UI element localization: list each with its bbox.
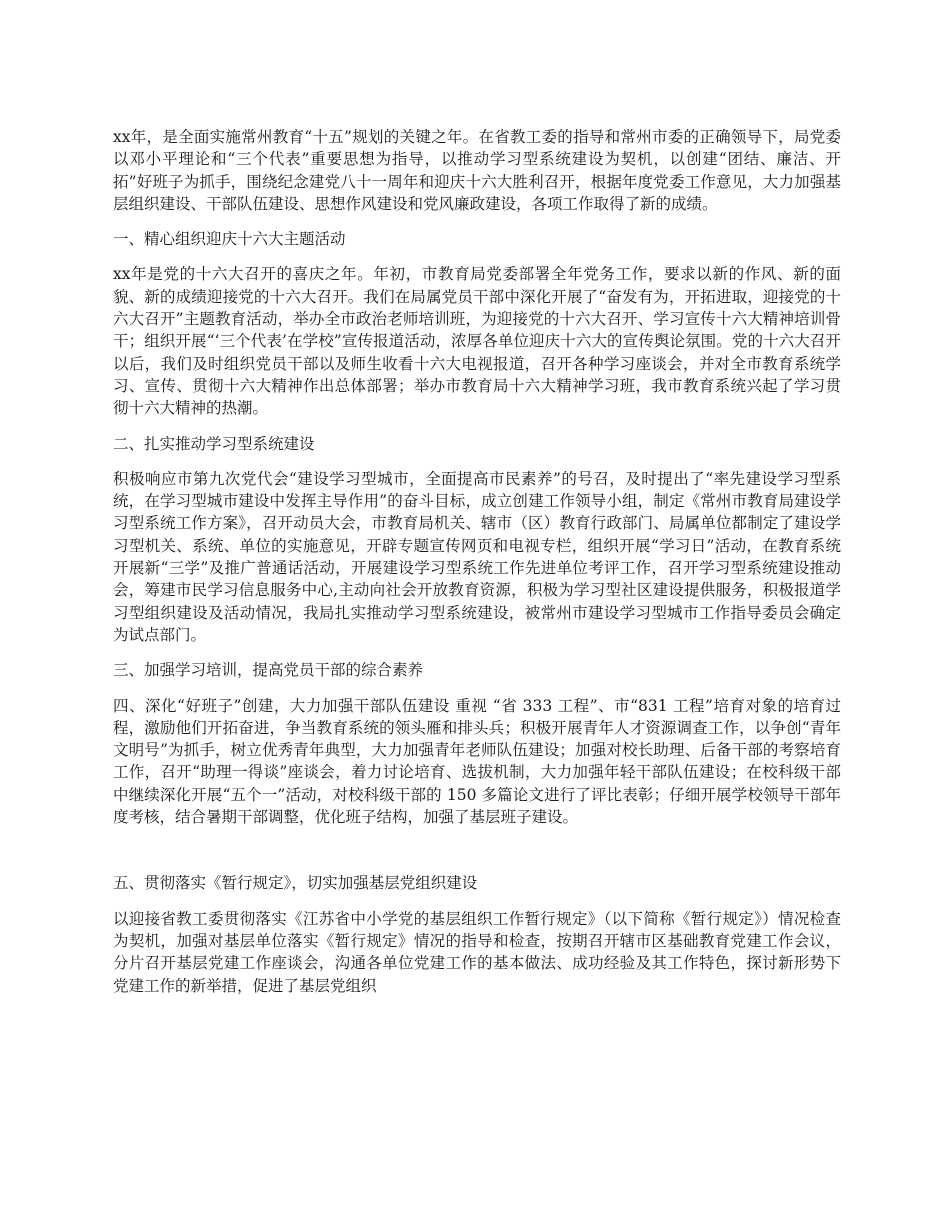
section-4-paragraph: 四、深化“好班子”创建，大力加强干部队伍建设 重视 “省 333 工程”、市“831 工程”培育对象的培育过程，激励他们开拓奋进，争当教育系统的领头雁和排头兵；积极开展青年人才资源调查工作，以争创“青年文明号”为抓手，树立优秀青年典型，大力加强青年老师队伍建设；加强对校长助理、后备干部的考察培育工作，召开“助理一得谈”座谈会，着力讨论培育、选拔机制，大力加强年轻干部队伍建设；在校科级干部中继续深化开展“五个一”活动，对校科级干部的 150 多篇论文进行了评比表彰；仔细开展学校领导干部年度考核，结合暑期干部调整，优化班子结构，加强了基层班子建设。 [113,696,841,827]
section-5-heading: 五、贯彻落实《暂行规定》，切实加强基层党组织建设 [113,874,478,893]
section-1-paragraph: xx年是党的十六大召开的喜庆之年。年初，市教育局党委部署全年党务工作，要求以新的作风、新的面貌、新的成绩迎接党的十六大召开。我们在局属党员干部中深化开展了“奋发有为，开拓进取，迎接党的十六大召开”主题教育活动，举办全市政治老师培训班，为迎接党的十六大召开、学习宣传十六大精神培训骨干；组织开展“‘三个代表’在学校”宣传报道活动，浓厚各单位迎庆十六大的宣传舆论氛围。党的十六大召开以后，我们及时组织党员干部以及师生收看十六大电视报道，召开各种学习座谈会，并对全市教育系统学习、宣传、贯彻十六大精神作出总体部署；举办市教育局十六大精神学习班，我市教育系统兴起了学习贯彻十六大精神的热潮。 [113,265,841,418]
blank-spacer [113,841,841,872]
section-1-heading: 一、精心组织迎庆十六大主题活动 [113,230,346,249]
section-5-paragraph: 以迎接省教工委贯彻落实《江苏省中小学党的基层组织工作暂行规定》（以下简称《暂行规定》）情况检查为契机，加强对基层单位落实《暂行规定》情况的指导和检查，按期召开辖市区基础教育党建工作会议，分片召开基层党建工作座谈会，沟通各单位党建工作的基本做法、成功经验及其工作特色，探讨新形势下党建工作的新举措，促进了基层党组织 [113,909,841,995]
section-3-heading: 三、加强学习培训，提高党员干部的综合素养 [113,661,424,680]
document-body [113,126,841,1010]
section-2-paragraph: 积极响应市第九次党代会“建设学习型城市，全面提高市民素养”的号召，及时提出了“率先建设学习型系统，在学习型城市建设中发挥主导作用”的奋斗目标，成立创建工作领导小组，制定《常州市教育局建设学习型系统工作方案》，召开动员大会，市教育局机关、辖市（区）教育行政部门、局属单位都制定了建设学习型机关、系统、单位的实施意见，开辟专题宣传网页和电视专栏，组织开展“学习日”活动，在教育系统开展新“三学”及推广普通话活动，开展建设学习型系统工作先进单位考评工作，召开学习型系统建设推动会，筹建市民学习信息服务中心,主动向社会开放教育资源，积极为学习型社区建设提供服务，积极报道学习型组织建设及活动情况，我局扎实推动学习型系统建设，被常州市建设学习型城市工作指导委员会确定为试点部门。 [113,469,841,644]
section-2-heading: 二、扎实推动学习型系统建设 [113,434,315,453]
intro-paragraph: xx年，是全面实施常州教育“十五”规划的关键之年。在省教工委的指导和常州市委的正确领导下，局党委以邓小平理论和“三个代表”重要思想为指导，以推动学习型系统建设为契机，以创建“团结、廉洁、开拓”好班子为抓手，围绕纪念建党八十一周年和迎庆十六大胜利召开，根据年度党委工作意见，大力加强基层组织建设、干部队伍建设、思想作风建设和党风廉政建设，各项工作取得了新的成绩。 [113,128,841,213]
